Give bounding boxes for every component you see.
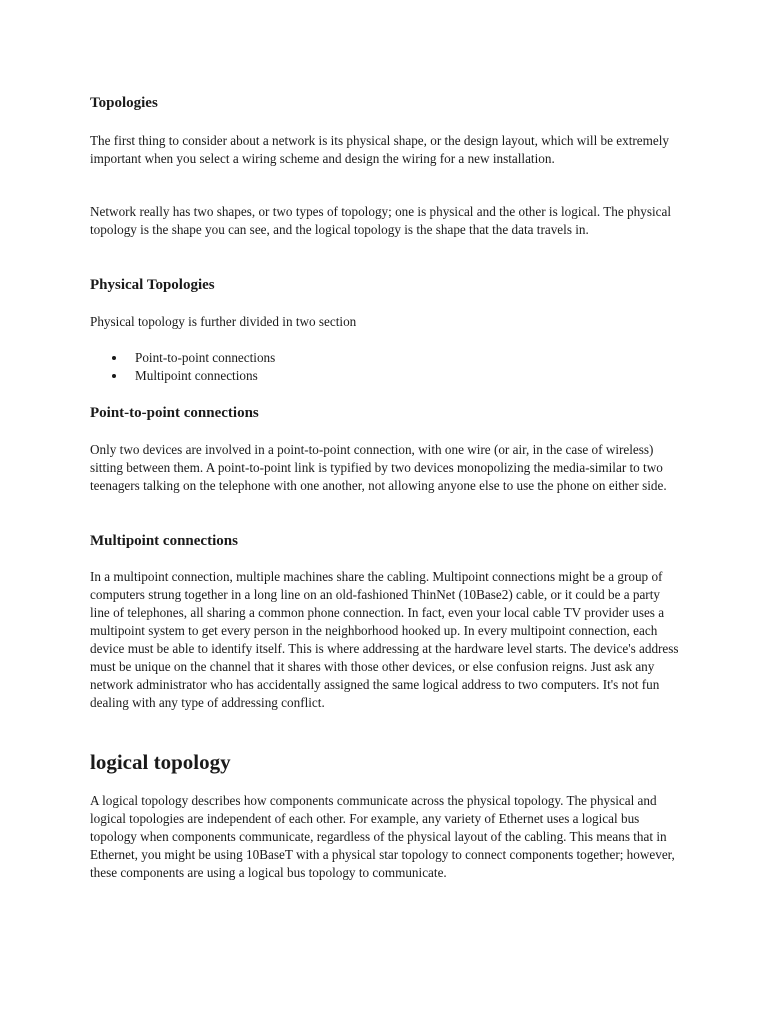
- paragraph-logical-topology: A logical topology describes how components communicate across the physical topology. The physical and logical topologies are independent of each other. For example, any variety of Ethernet uses a logical bus topology when components communicate, regardless of the physical layout of the cabling. This means that in Ethernet, you might be using 10BaseT with a physical star topology to connect components together; however, these components are using a logical bus topology to communicate.: [90, 793, 675, 880]
- heading-logical-topology: logical topology: [90, 750, 231, 774]
- paragraph-topologies-intro: The first thing to consider about a network is its physical shape, or the design layout, which will be extremely important when you select a wiring scheme and design the wiring for a new installation.: [90, 133, 670, 166]
- heading-point-to-point: Point-to-point connections: [90, 405, 259, 421]
- bullet-icon: [112, 374, 116, 378]
- bullet-list-physical: [90, 349, 680, 385]
- paragraph-physical-topology: Physical topology is further divided in two section: [90, 314, 357, 329]
- paragraph-point-to-point: Only two devices are involved in a point-to-point connection, with one wire (or air, in the case of wireless) sitting between them. A point-to-point link is typified by two devices monopolizing the media-similar to two teenagers talking on the telephone with one another, not allowing anyone else to use the phone on either side.: [90, 442, 667, 493]
- list-item-label: Point-to-point connections: [135, 350, 276, 365]
- list-item: [90, 349, 680, 367]
- list-item-label: Multipoint connections: [135, 368, 258, 383]
- heading-physical-topologies: Physical Topologies: [90, 277, 215, 293]
- paragraph-two-shapes: Network really has two shapes, or two types of topology; one is physical and the other is logical. The physical topology is the shape you can see, and the logical topology is the shape that the data travels in.: [90, 204, 671, 237]
- bullet-icon: [112, 356, 116, 360]
- heading-multipoint: Multipoint connections: [90, 533, 238, 549]
- heading-topologies: Topologies: [90, 95, 158, 111]
- list-item: [90, 367, 680, 385]
- paragraph-multipoint: In a multipoint connection, multiple machines share the cabling. Multipoint connections might be a group of computers strung together in a long line on an old-fashioned ThinNet (10Base2) cable, or it could be a party line of telephones, all sharing a common phone connection. In fact, even your local cable TV provider uses a multipoint system to get every person in the neighborhood hooked up. In every multipoint connection, each device must be able to identify itself. This is where addressing at the hardware level starts. The device's address must be unique on the channel that it shares with those other devices, or else confusion reigns. Just ask any network administrator who has accidentally assigned the same logical address to two computers. It's not fun dealing with any type of addressing conflict.: [90, 569, 679, 710]
